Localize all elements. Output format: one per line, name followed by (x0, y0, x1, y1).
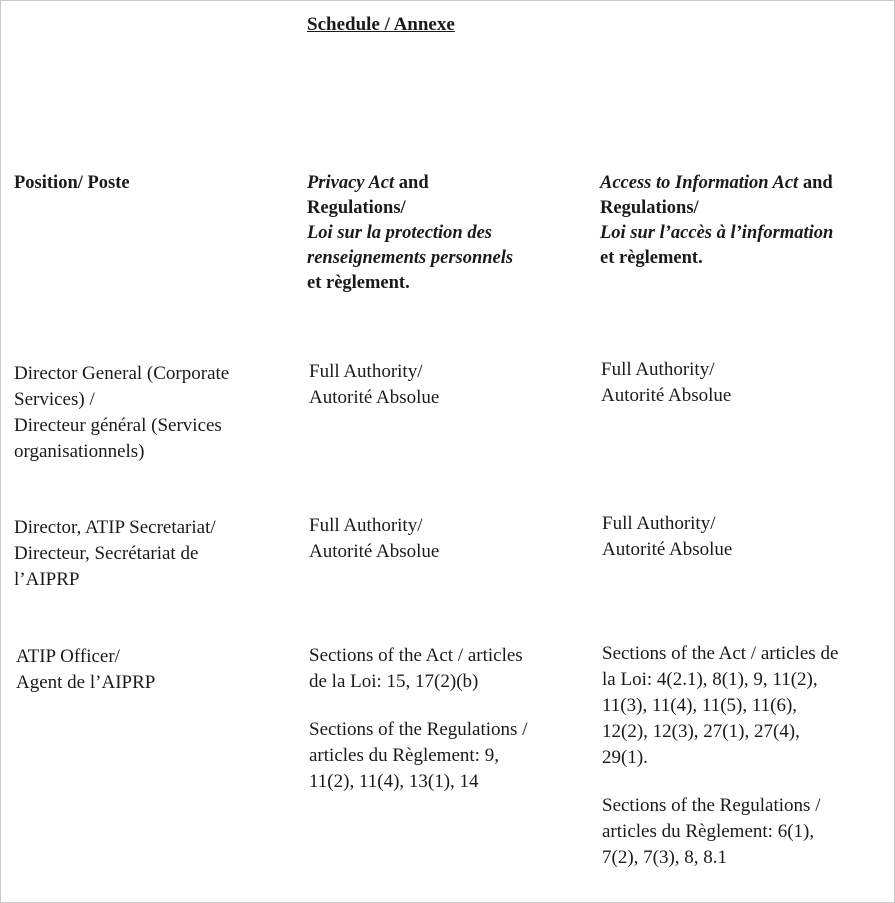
row1-access (601, 357, 731, 409)
row1-position (14, 361, 229, 465)
access-act-name: Access to Information Act (600, 173, 799, 193)
row1-position-line: Director General (Corporate (14, 363, 230, 384)
row2-privacy-line: Autorité Absolue (309, 541, 440, 562)
header-privacy (307, 171, 577, 296)
access-fr-line1: Loi sur l’accès à l’information (600, 223, 834, 243)
row3-privacy-regs-line: articles du Règlement: 9, (309, 745, 499, 766)
access-act-suffix: and (798, 173, 833, 193)
row2-position-line: l’AIPRP (14, 569, 80, 590)
row3-access-regs-line: articles du Règlement: 6(1), (602, 821, 815, 842)
privacy-act-name: Privacy Act (307, 173, 395, 193)
row3-access (602, 641, 838, 871)
row3-access-act-line: Sections of the Act / articles de (602, 643, 839, 664)
row1-privacy-line: Autorité Absolue (309, 387, 440, 408)
row2-access-line: Full Authority/ (602, 513, 716, 534)
row3-privacy-regs-line: Sections of the Regulations / (309, 719, 528, 740)
paragraph-gap (602, 771, 838, 793)
row3-access-regs-line: 7(2), 7(3), 8, 8.1 (602, 847, 728, 868)
header-position-label: Position/ Poste (14, 173, 130, 193)
row2-position-line: Director, ATIP Secretariat/ (14, 517, 216, 538)
row2-position-line: Directeur, Secrétariat de (14, 543, 199, 564)
row2-privacy-line: Full Authority/ (309, 515, 423, 536)
privacy-fr-line1: Loi sur la protection des (307, 223, 493, 243)
row3-privacy-regs-line: 11(2), 11(4), 13(1), 14 (309, 771, 479, 792)
row1-privacy-line: Full Authority/ (309, 361, 423, 382)
privacy-fr-suffix: et règlement. (307, 273, 410, 293)
row3-access-act-line: la Loi: 4(2.1), 8(1), 9, 11(2), (602, 669, 818, 690)
row3-position-line: ATIP Officer/ (16, 646, 120, 667)
schedule-title: Schedule / Annexe (307, 14, 455, 35)
row1-position-line: Services) / (14, 389, 95, 410)
header-position (14, 171, 130, 196)
privacy-regulations: Regulations/ (307, 198, 406, 218)
row3-privacy-act-line: de la Loi: 15, 17(2)(b) (309, 671, 479, 692)
privacy-fr-line2: renseignements personnels (307, 248, 514, 268)
row1-privacy (309, 359, 439, 411)
row2-privacy (309, 513, 439, 565)
row1-position-line: Directeur général (Services (14, 415, 222, 436)
row3-position-line: Agent de l’AIPRP (16, 672, 156, 693)
row3-privacy-act-line: Sections of the Act / articles (309, 645, 523, 666)
access-regulations: Regulations/ (600, 198, 699, 218)
row3-access-act-line: 29(1). (602, 747, 648, 768)
row3-access-act-line: 12(2), 12(3), 27(1), 27(4), (602, 721, 800, 742)
paragraph-gap (309, 695, 527, 717)
row3-access-regs-line: Sections of the Regulations / (602, 795, 821, 816)
row2-access (602, 511, 732, 563)
row3-privacy (309, 643, 527, 795)
row1-access-line: Full Authority/ (601, 359, 715, 380)
row3-position (16, 644, 155, 696)
access-fr-suffix: et règlement. (600, 248, 703, 268)
row3-access-act-line: 11(3), 11(4), 11(5), 11(6), (602, 695, 798, 716)
header-access (600, 171, 890, 271)
row2-access-line: Autorité Absolue (602, 539, 733, 560)
privacy-act-suffix: and (394, 173, 429, 193)
row2-position (14, 515, 216, 593)
row1-access-line: Autorité Absolue (601, 385, 732, 406)
row1-position-line: organisationnels) (14, 441, 145, 462)
